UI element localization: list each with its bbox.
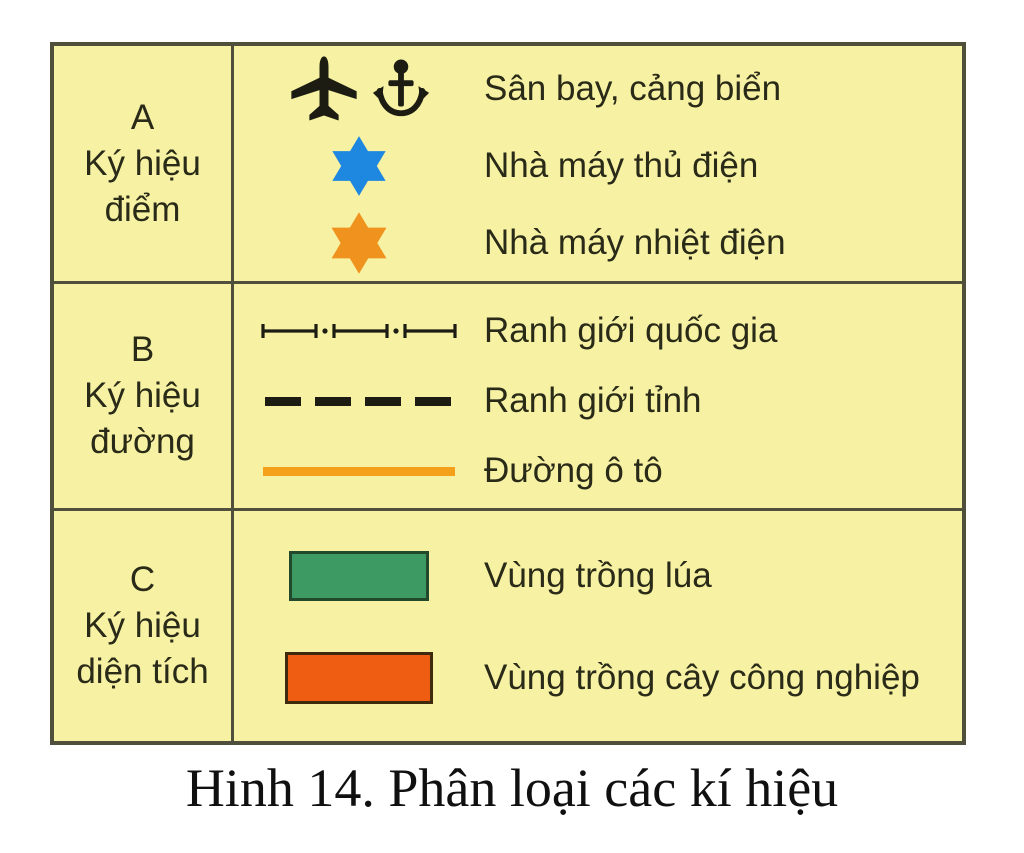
thermal-star-icon <box>326 212 392 274</box>
legend-label: Nhà máy thủ điện <box>484 146 759 185</box>
category-cell-line-symbols <box>54 284 234 511</box>
legend-label: Nhà máy nhiệt điện <box>484 222 786 262</box>
province-boundary-icon <box>265 397 453 406</box>
category-name-line2: điểm <box>104 189 181 229</box>
category-name-line1: Ký hiệu <box>84 376 201 415</box>
symbols-cell-line <box>234 284 962 511</box>
hydro-star-icon <box>327 136 391 196</box>
symbol-box <box>234 212 484 274</box>
category-letter: C <box>129 560 156 599</box>
category-cell-area-symbols <box>54 511 234 741</box>
legend-label: Sân bay, cảng biển <box>484 69 782 109</box>
category-cell-point-symbols <box>54 46 234 284</box>
category-name-line2: đường <box>90 422 195 461</box>
category-name-line2: diện tích <box>76 652 209 691</box>
symbol-box <box>234 652 484 704</box>
category-letter: B <box>130 330 155 369</box>
symbol-box <box>234 136 484 196</box>
road-line-icon <box>263 467 455 476</box>
airplane-icon <box>286 53 362 125</box>
legend-label: Vùng trồng cây công nghiệp <box>484 658 920 697</box>
symbol-box <box>234 53 484 125</box>
category-name-line1: Ký hiệu <box>84 143 201 183</box>
legend-item-industrial-crop-area <box>234 627 962 729</box>
legend-label: Ranh giới tỉnh <box>484 381 702 420</box>
symbol-box <box>234 467 484 476</box>
legend-item-airport-seaport <box>234 51 962 128</box>
symbol-box <box>234 397 484 406</box>
legend-label: Vùng trồng lúa <box>484 556 712 595</box>
symbol-box <box>234 551 484 601</box>
category-letter: A <box>130 97 155 137</box>
legend-item-province-boundary <box>234 366 962 436</box>
category-name-line1: Ký hiệu <box>84 606 201 645</box>
legend-item-road <box>234 436 962 506</box>
legend-item-thermal-plant <box>234 204 962 281</box>
legend-item-national-boundary <box>234 296 962 366</box>
anchor-icon <box>370 53 432 125</box>
national-boundary-icon <box>259 320 459 342</box>
legend-item-hydro-plant <box>234 128 962 205</box>
symbols-cell-point <box>234 46 962 284</box>
legend-label: Đường ô tô <box>484 451 663 490</box>
figure-caption: Hinh 14. Phân loại các kí hiệu <box>185 758 839 818</box>
legend-item-rice-area <box>234 525 962 627</box>
legend-table <box>50 42 966 745</box>
symbol-box <box>234 320 484 342</box>
industrial-area-icon <box>285 652 433 704</box>
legend-label: Ranh giới quốc gia <box>484 311 778 350</box>
rice-area-icon <box>289 551 429 601</box>
symbols-cell-area <box>234 511 962 741</box>
